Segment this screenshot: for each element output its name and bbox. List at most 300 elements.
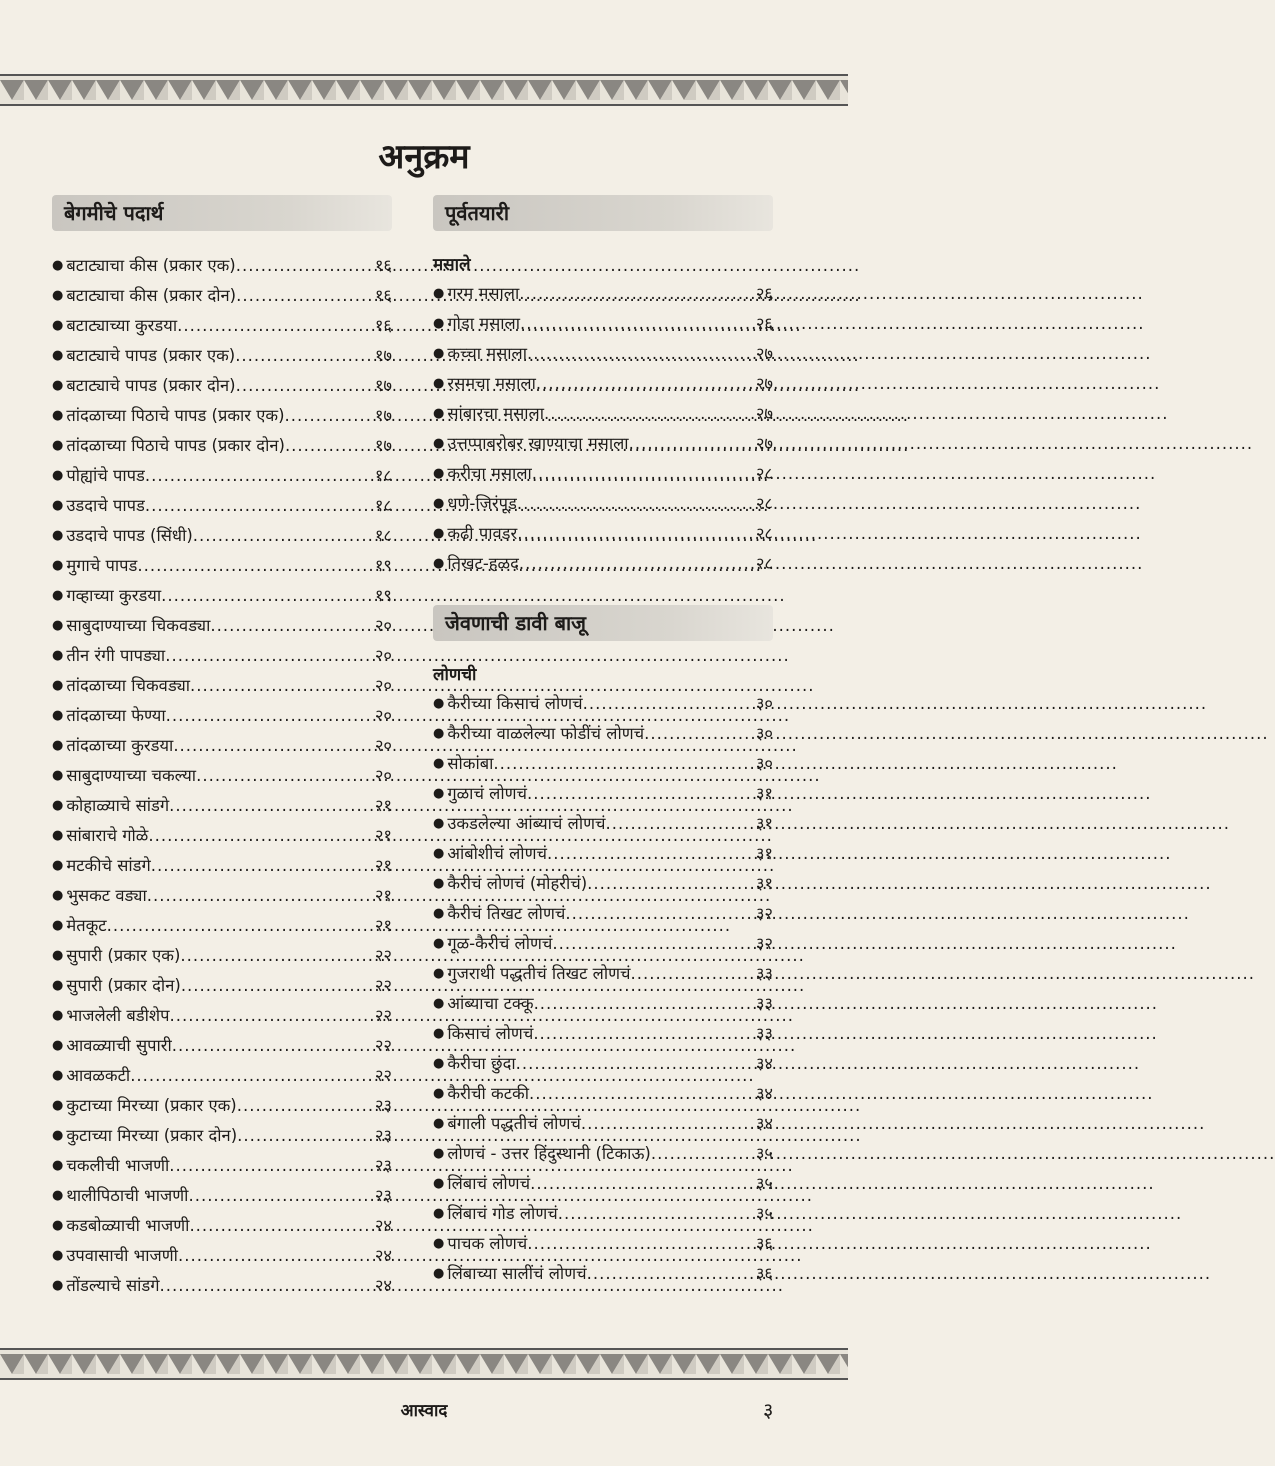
entry-page: ३४ bbox=[755, 1114, 773, 1133]
entry-page: २७ bbox=[755, 374, 773, 393]
leader-dots bbox=[517, 519, 754, 549]
bullet-icon: ● bbox=[52, 1278, 64, 1293]
left-column bbox=[52, 195, 392, 1301]
entry-page: ३५ bbox=[755, 1174, 773, 1193]
bullet-icon: ● bbox=[433, 1086, 445, 1101]
bullet-icon: ● bbox=[433, 996, 445, 1011]
toc-entry bbox=[433, 689, 773, 719]
entry-page: २२ bbox=[374, 1066, 392, 1085]
leader-dots bbox=[651, 1139, 754, 1169]
bullet-icon: ● bbox=[433, 496, 445, 511]
entry-title: कैरीचं तिखट लोणचं bbox=[447, 904, 566, 923]
toc-entry bbox=[433, 899, 773, 929]
leader-dots bbox=[166, 701, 373, 731]
toc-entry bbox=[52, 1121, 392, 1151]
bullet-icon: ● bbox=[52, 1158, 64, 1173]
leader-dots bbox=[527, 1229, 754, 1259]
entry-page: ३६ bbox=[755, 1264, 773, 1283]
entry-page: २१ bbox=[374, 826, 392, 845]
page-title: अनुक्रम bbox=[378, 137, 470, 177]
leader-dots bbox=[536, 369, 754, 399]
leader-dots bbox=[177, 311, 373, 341]
bullet-icon: ● bbox=[52, 1218, 64, 1233]
toc-entry bbox=[52, 1241, 392, 1271]
bullet-icon: ● bbox=[52, 678, 64, 693]
toc-entry bbox=[52, 941, 392, 971]
bullet-icon: ● bbox=[52, 498, 64, 513]
bottom-border-ornament bbox=[0, 1348, 848, 1380]
entry-page: २१ bbox=[374, 916, 392, 935]
leader-dots bbox=[529, 1079, 754, 1109]
bullet-icon: ● bbox=[52, 918, 64, 933]
toc-entry bbox=[433, 279, 773, 309]
leader-dots bbox=[160, 1271, 373, 1301]
toc-entry bbox=[52, 671, 392, 701]
toc-entry bbox=[52, 611, 392, 641]
bullet-icon: ● bbox=[433, 726, 445, 741]
entry-title: मुगाचे पापड bbox=[66, 556, 138, 575]
entry-title: कैरीचं लोणचं (मोहरीचं) bbox=[447, 874, 588, 893]
entry-title: किसाचं लोणचं bbox=[447, 1024, 534, 1043]
entry-title: उडदाचे पापड bbox=[66, 496, 145, 515]
entry-page: २४ bbox=[374, 1276, 392, 1295]
bullet-icon: ● bbox=[52, 588, 64, 603]
leader-dots bbox=[169, 1001, 372, 1031]
toc-entry bbox=[52, 581, 392, 611]
entry-page: २८ bbox=[755, 494, 773, 513]
entry-title: गरम मसाला bbox=[447, 284, 520, 303]
bullet-icon: ● bbox=[433, 346, 445, 361]
section-heading-purvatayari: पूर्वतयारी bbox=[433, 195, 773, 231]
entry-page: १८ bbox=[374, 526, 392, 545]
bullet-icon: ● bbox=[52, 318, 64, 333]
entry-page: २८ bbox=[755, 464, 773, 483]
entry-title: बटाट्याचा कीस (प्रकार एक) bbox=[66, 256, 236, 275]
entry-page: २० bbox=[374, 646, 392, 665]
leader-dots bbox=[130, 1061, 373, 1091]
entry-title: बटाट्याचे पापड (प्रकार एक) bbox=[66, 346, 236, 365]
leader-dots bbox=[236, 281, 373, 311]
entry-page: ३१ bbox=[755, 844, 773, 863]
entry-title: उकडलेल्या आंब्याचं लोणचं bbox=[447, 814, 606, 833]
entry-title: सोकांबा bbox=[447, 754, 494, 773]
leader-dots bbox=[587, 869, 754, 899]
bullet-icon: ● bbox=[433, 556, 445, 571]
toc-entry bbox=[433, 399, 773, 429]
toc-entry bbox=[52, 641, 392, 671]
entry-page: २४ bbox=[374, 1246, 392, 1265]
leader-dots bbox=[145, 461, 373, 491]
right-column bbox=[433, 195, 773, 1289]
leader-dots bbox=[587, 1259, 754, 1289]
entry-page: ३२ bbox=[755, 934, 773, 953]
leader-dots bbox=[180, 941, 372, 971]
triangle-pattern-icon bbox=[0, 1350, 848, 1378]
entry-title: आवळकटी bbox=[66, 1066, 131, 1085]
entry-title: कैरीच्या किसाचं लोणचं bbox=[447, 694, 583, 713]
bullet-icon: ● bbox=[433, 876, 445, 891]
leader-dots bbox=[544, 399, 754, 429]
footer-page-number: ३ bbox=[763, 1398, 774, 1422]
bullet-icon: ● bbox=[433, 816, 445, 831]
entry-title: रसमचा मसाला bbox=[447, 374, 536, 393]
leader-dots bbox=[285, 401, 373, 431]
bullet-icon: ● bbox=[52, 648, 64, 663]
entry-title: लोणचं - उत्तर हिंदुस्थानी (टिकाऊ) bbox=[447, 1144, 651, 1163]
toc-entry bbox=[433, 309, 773, 339]
entry-title: बंगाली पद्धतीचं लोणचं bbox=[447, 1114, 581, 1133]
entry-title: करीचा मसाला bbox=[447, 464, 532, 483]
bullet-icon: ● bbox=[433, 966, 445, 981]
leader-dots bbox=[519, 549, 754, 579]
leader-dots bbox=[188, 1181, 372, 1211]
bullet-icon: ● bbox=[52, 348, 64, 363]
bullet-icon: ● bbox=[52, 948, 64, 963]
entry-page: ३५ bbox=[755, 1144, 773, 1163]
bullet-icon: ● bbox=[433, 696, 445, 711]
toc-entry bbox=[433, 1019, 773, 1049]
entry-page: २० bbox=[374, 736, 392, 755]
entry-title: सुपारी (प्रकार एक) bbox=[66, 946, 181, 965]
entry-title: कुटाच्या मिरच्या (प्रकार दोन) bbox=[66, 1126, 238, 1145]
entry-title: भुसकट वड्या bbox=[66, 886, 147, 905]
triangle-pattern-icon bbox=[0, 76, 848, 104]
bullet-icon: ● bbox=[433, 316, 445, 331]
toc-entry bbox=[433, 1169, 773, 1199]
entry-page: २१ bbox=[374, 796, 392, 815]
entry-title: गूळ-कैरीचं लोणचं bbox=[447, 934, 553, 953]
toc-entry bbox=[52, 821, 392, 851]
entry-title: आंबोशीचं लोणचं bbox=[447, 844, 547, 863]
bullet-icon: ● bbox=[433, 1176, 445, 1191]
toc-entry bbox=[52, 971, 392, 1001]
toc-entry bbox=[433, 749, 773, 779]
entry-page: ३० bbox=[755, 694, 773, 713]
entry-page: ३१ bbox=[755, 874, 773, 893]
entry-page: २७ bbox=[755, 434, 773, 453]
bullet-icon: ● bbox=[52, 1008, 64, 1023]
toc-entry bbox=[433, 369, 773, 399]
leader-dots bbox=[581, 1109, 754, 1139]
toc-entry bbox=[52, 851, 392, 881]
entry-page: १६ bbox=[374, 316, 392, 335]
entry-page: २० bbox=[374, 706, 392, 725]
entry-page: १६ bbox=[374, 286, 392, 305]
leader-dots bbox=[172, 1031, 373, 1061]
entry-title: कढी पावडर bbox=[447, 524, 518, 543]
entry-title: बटाट्याचा कीस (प्रकार दोन) bbox=[66, 286, 237, 305]
bullet-icon: ● bbox=[52, 468, 64, 483]
leader-dots bbox=[532, 459, 754, 489]
entry-page: २७ bbox=[755, 404, 773, 423]
entry-page: २८ bbox=[755, 554, 773, 573]
leader-dots bbox=[193, 521, 373, 551]
entry-page: २३ bbox=[374, 1126, 392, 1145]
toc-entry bbox=[433, 1199, 773, 1229]
bullet-icon: ● bbox=[433, 1206, 445, 1221]
bullet-icon: ● bbox=[52, 738, 64, 753]
entry-title: गुळाचं लोणचं bbox=[447, 784, 528, 803]
entry-title: गुजराथी पद्धतीचं तिखट लोणचं bbox=[447, 964, 631, 983]
leader-dots bbox=[530, 1169, 754, 1199]
bullet-icon: ● bbox=[433, 1116, 445, 1131]
bullet-icon: ● bbox=[52, 1128, 64, 1143]
bullet-icon: ● bbox=[52, 1248, 64, 1263]
toc-entry bbox=[52, 1001, 392, 1031]
leader-dots bbox=[196, 761, 373, 791]
bullet-icon: ● bbox=[52, 1188, 64, 1203]
entry-title: कच्चा मसाला bbox=[447, 344, 527, 363]
entry-page: २३ bbox=[374, 1096, 392, 1115]
entry-page: २२ bbox=[374, 976, 392, 995]
toc-entry bbox=[52, 1181, 392, 1211]
entry-title: कैरीचा छुंदा bbox=[447, 1054, 516, 1073]
entry-title: पोह्यांचे पापड bbox=[66, 466, 145, 485]
entry-page: २४ bbox=[374, 1216, 392, 1235]
leader-dots bbox=[644, 719, 754, 749]
bullet-icon: ● bbox=[433, 936, 445, 951]
entry-page: ३१ bbox=[755, 814, 773, 833]
top-border-ornament bbox=[0, 74, 848, 106]
leader-dots bbox=[237, 1091, 373, 1121]
leader-dots bbox=[534, 989, 754, 1019]
entry-title: पाचक लोणचं bbox=[447, 1234, 528, 1253]
entry-page: २६ bbox=[755, 314, 773, 333]
toc-entry bbox=[52, 1091, 392, 1121]
toc-entry bbox=[52, 1271, 392, 1301]
bullet-icon: ● bbox=[433, 406, 445, 421]
entry-title: साबुदाण्याच्या चकल्या bbox=[66, 766, 197, 785]
leader-dots bbox=[519, 279, 754, 309]
entry-page: २० bbox=[374, 766, 392, 785]
bullet-icon: ● bbox=[433, 1146, 445, 1161]
entry-title: उत्तप्पाबरोबर खाण्याचा मसाला bbox=[447, 434, 629, 453]
toc-entry bbox=[433, 1229, 773, 1259]
leader-dots bbox=[237, 1121, 373, 1151]
bullet-icon: ● bbox=[52, 618, 64, 633]
entry-page: २२ bbox=[374, 946, 392, 965]
bullet-icon: ● bbox=[52, 708, 64, 723]
toc-entry bbox=[52, 701, 392, 731]
bullet-icon: ● bbox=[433, 376, 445, 391]
toc-entry bbox=[433, 1079, 773, 1109]
left-entry-list bbox=[52, 251, 392, 1301]
toc-entry bbox=[52, 461, 392, 491]
entry-title: गव्हाच्या कुरडया bbox=[66, 586, 162, 605]
leader-dots bbox=[189, 1211, 372, 1241]
leader-dots bbox=[516, 1049, 754, 1079]
entry-title: कडबोळ्याची भाजणी bbox=[66, 1216, 190, 1235]
bullet-icon: ● bbox=[433, 1236, 445, 1251]
toc-entry bbox=[52, 491, 392, 521]
bullet-icon: ● bbox=[433, 466, 445, 481]
leader-dots bbox=[169, 1151, 373, 1181]
bullet-icon: ● bbox=[52, 528, 64, 543]
leader-dots bbox=[161, 581, 373, 611]
bullet-icon: ● bbox=[52, 978, 64, 993]
toc-entry bbox=[52, 911, 392, 941]
entry-page: ३३ bbox=[755, 994, 773, 1013]
leader-dots bbox=[236, 371, 373, 401]
lonchi-entry-list bbox=[433, 689, 773, 1289]
section-heading-jevanachi-davi-baju: जेवणाची डावी बाजू bbox=[433, 605, 773, 641]
toc-entry bbox=[433, 779, 773, 809]
bullet-icon: ● bbox=[52, 258, 64, 273]
toc-entry bbox=[433, 929, 773, 959]
bullet-icon: ● bbox=[52, 558, 64, 573]
toc-entry bbox=[433, 489, 773, 519]
entry-title: चकलीची भाजणी bbox=[66, 1156, 170, 1175]
entry-page: २२ bbox=[374, 1036, 392, 1055]
entry-title: आंब्याचा टक्कू bbox=[447, 994, 534, 1013]
entry-title: तांदळाच्या कुरडया bbox=[66, 736, 174, 755]
entry-page: १७ bbox=[374, 436, 392, 455]
leader-dots bbox=[178, 1241, 373, 1271]
entry-page: २६ bbox=[755, 284, 773, 303]
entry-page: ३० bbox=[755, 754, 773, 773]
toc-entry bbox=[52, 1061, 392, 1091]
bullet-icon: ● bbox=[433, 526, 445, 541]
entry-page: ३४ bbox=[755, 1084, 773, 1103]
entry-title: उडदाचे पापड (सिंधी) bbox=[66, 526, 193, 545]
entry-page: २७ bbox=[755, 344, 773, 363]
entry-title: तीन रंगी पापड्या bbox=[66, 646, 166, 665]
leader-dots bbox=[190, 671, 373, 701]
toc-entry bbox=[52, 311, 392, 341]
toc-entry bbox=[52, 791, 392, 821]
toc-entry bbox=[433, 1109, 773, 1139]
bullet-icon: ● bbox=[52, 1068, 64, 1083]
toc-entry bbox=[52, 731, 392, 761]
toc-entry bbox=[433, 719, 773, 749]
leader-dots bbox=[583, 689, 754, 719]
entry-title: उपवासाची भाजणी bbox=[66, 1246, 178, 1265]
leader-dots bbox=[145, 491, 373, 521]
bullet-icon: ● bbox=[52, 768, 64, 783]
leader-dots bbox=[137, 551, 372, 581]
entry-title: कोहाळ्याचे सांडगे bbox=[66, 796, 170, 815]
toc-entry bbox=[433, 839, 773, 869]
leader-dots bbox=[606, 809, 754, 839]
entry-title: कुटाच्या मिरच्या (प्रकार एक) bbox=[66, 1096, 237, 1115]
entry-page: १७ bbox=[374, 376, 392, 395]
entry-page: २२ bbox=[374, 1006, 392, 1025]
entry-title: मेतकूट bbox=[66, 916, 107, 935]
toc-entry bbox=[433, 459, 773, 489]
entry-title: लिंबाचं गोड लोणचं bbox=[447, 1204, 558, 1223]
entry-page: ३२ bbox=[755, 904, 773, 923]
toc-entry bbox=[52, 371, 392, 401]
leader-dots bbox=[527, 779, 754, 809]
toc-entry bbox=[52, 881, 392, 911]
leader-dots bbox=[517, 489, 754, 519]
entry-page: ३६ bbox=[755, 1234, 773, 1253]
entry-title: साबुदाण्याच्या चिकवड्या bbox=[66, 616, 211, 635]
entry-title: बटाट्याच्या कुरडया bbox=[66, 316, 178, 335]
toc-entry bbox=[433, 959, 773, 989]
toc-entry bbox=[52, 1031, 392, 1061]
entry-page: २८ bbox=[755, 524, 773, 543]
entry-page: १९ bbox=[374, 586, 392, 605]
entry-title: गोडा मसाला bbox=[447, 314, 521, 333]
entry-title: सुपारी (प्रकार दोन) bbox=[66, 976, 181, 995]
footer-book-title: आस्वाद bbox=[400, 1401, 448, 1421]
bullet-icon: ● bbox=[52, 288, 64, 303]
toc-entry bbox=[52, 1211, 392, 1241]
toc-entry bbox=[52, 1151, 392, 1181]
entry-title: सांबाराचे गोळे bbox=[66, 826, 149, 845]
bullet-icon: ● bbox=[52, 408, 64, 423]
subheading-masale: मसाले bbox=[433, 255, 471, 275]
entry-page: ३४ bbox=[755, 1054, 773, 1073]
leader-dots bbox=[558, 1199, 754, 1229]
entry-title: आवळ्याची सुपारी bbox=[66, 1036, 172, 1055]
bullet-icon: ● bbox=[52, 1098, 64, 1113]
entry-page: १७ bbox=[374, 406, 392, 425]
bullet-icon: ● bbox=[52, 438, 64, 453]
entry-title: मटकीचे सांडगे bbox=[66, 856, 151, 875]
leader-dots bbox=[147, 881, 373, 911]
bullet-icon: ● bbox=[433, 436, 445, 451]
leader-dots bbox=[165, 641, 373, 671]
entry-page: २३ bbox=[374, 1156, 392, 1175]
leader-dots bbox=[151, 851, 373, 881]
toc-entry bbox=[433, 869, 773, 899]
entry-title: बटाट्याचे पापड (प्रकार दोन) bbox=[66, 376, 236, 395]
toc-entry bbox=[433, 809, 773, 839]
toc-entry bbox=[433, 1049, 773, 1079]
entry-page: १९ bbox=[374, 556, 392, 575]
toc-entry bbox=[52, 401, 392, 431]
entry-page: १७ bbox=[374, 346, 392, 365]
entry-title: तिखट-हळद bbox=[447, 554, 519, 573]
toc-entry bbox=[52, 431, 392, 461]
toc-entry bbox=[52, 281, 392, 311]
leader-dots bbox=[169, 791, 373, 821]
subheading-lonchi: लोणची bbox=[433, 665, 477, 685]
entry-page: २० bbox=[374, 676, 392, 695]
bullet-icon: ● bbox=[52, 858, 64, 873]
toc-entry bbox=[52, 251, 392, 281]
bullet-icon: ● bbox=[433, 786, 445, 801]
bullet-icon: ● bbox=[52, 798, 64, 813]
bullet-icon: ● bbox=[433, 286, 445, 301]
entry-page: १८ bbox=[374, 496, 392, 515]
bullet-icon: ● bbox=[433, 906, 445, 921]
toc-entry bbox=[52, 341, 392, 371]
entry-title: तांदळाच्या पिठाचे पापड (प्रकार एक) bbox=[66, 406, 285, 425]
leader-dots bbox=[210, 611, 372, 641]
entry-title: लिंबाच्या सालींचं लोणचं bbox=[447, 1264, 587, 1283]
masale-entry-list bbox=[433, 279, 773, 579]
toc-entry bbox=[52, 551, 392, 581]
toc-entry bbox=[433, 989, 773, 1019]
bullet-icon: ● bbox=[52, 888, 64, 903]
toc-entry bbox=[433, 1259, 773, 1289]
leader-dots bbox=[631, 959, 754, 989]
leader-dots bbox=[527, 339, 754, 369]
leader-dots bbox=[236, 251, 373, 281]
entry-page: ३५ bbox=[755, 1204, 773, 1223]
leader-dots bbox=[565, 899, 753, 929]
toc-entry bbox=[433, 339, 773, 369]
entry-title: तांदळाच्या पिठाचे पापड (प्रकार दोन) bbox=[66, 436, 285, 455]
entry-title: तोंडल्याचे सांडगे bbox=[66, 1276, 160, 1295]
entry-title: तांदळाच्या चिकवड्या bbox=[66, 676, 191, 695]
bullet-icon: ● bbox=[52, 828, 64, 843]
entry-page: ३३ bbox=[755, 1024, 773, 1043]
entry-page: ३० bbox=[755, 724, 773, 743]
